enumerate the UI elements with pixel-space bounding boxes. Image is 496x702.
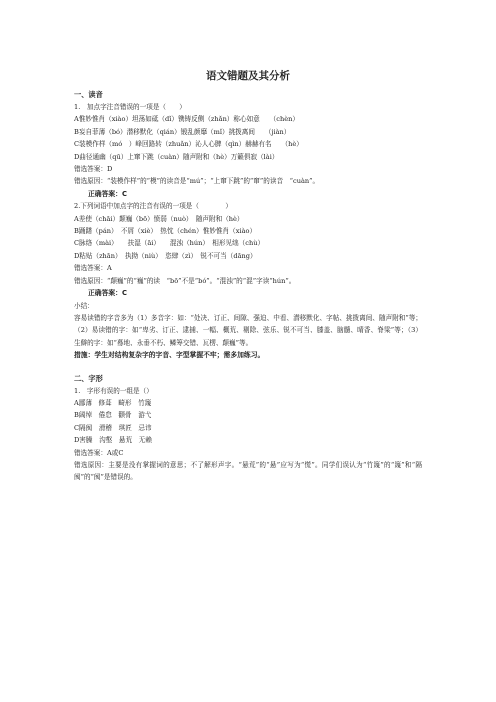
option-a: A鄙薄 修葺 畸形 竹篾 (74, 398, 152, 407)
correct-answer: 正确答案：C (88, 189, 127, 198)
question-stem: 2.下列词语中加点字的注音有误的一项是（ ） (74, 202, 232, 211)
wrong-choice: 错选答案：D (74, 165, 113, 174)
question-1 (74, 101, 422, 200)
option-d: D粘贴（zhān） 执拗（niù） 恣肆（zì） 锐不可当（dāng） (74, 251, 257, 260)
option-c: C脉络（mài） 扶湿（āi） 混浊（hún） 相形见绌（chù） (74, 239, 265, 248)
error-reason: 错选原因：“颠巍”的“巍”的读 “bō”不是“bó”。“混浊”的“混”字读“hún”。 (74, 276, 296, 285)
error-reason: 错选原因：“装模作样”的“模”的读音是“mú”；“上窜下跳”的“窜”的读音 “cuàn”。 (74, 177, 320, 186)
section-heading-pronunciation: 一、读音 (74, 90, 103, 99)
option-d: D曲径通幽（qū）上窜下跳（cuàn）随声附和（hè）万籁俱寂（lài） (74, 152, 279, 161)
option-b: B妄自菲薄（bó）潜移默化（qián）锻乱颜靡（mǐ）挑拨离间 （jiàn） (74, 127, 291, 136)
summary-text: 容易读错的字音多为（1）多音字：如：“处决、订正、间隙、强迫、中看、潜移默化、字帖、挑拨离间、随声附和”等；（2）易读错的字：如“卑劣、订正、逮捕、一幅、概荒、剔除、弦乐、锐不可当、膝盖、脑髓、晴香、脊梁”等；（3）生僻的字：如“蓦地、永垂不朽、鳞筹交错、瓦楞、颠巍”等。 (74, 313, 422, 347)
option-c: C隔阂 滑稽 琪匠 忌讳 (74, 423, 152, 432)
option-b: B踊躇（pán） 不屑（xiè） 热忱（chén）惟妙惟肖（xiào） (74, 227, 257, 236)
option-a: A差使（chāi）颠巍（bō）愤弱（nuò） 随声附和（hè） (74, 214, 244, 223)
question-stem: 1. 加点字注音错误的一项是（ ） (74, 103, 186, 111)
error-reason: 错选原因：主要是没有掌握词的意思；不了解形声字。“悬荒”的“悬”应写为“慌”。同学们误认为“竹篾”的“篾”和“隔阂”的“阂”是错误的。 (74, 460, 422, 482)
measure-text: 措施：学生对结构复杂字的字音、字型掌握不牢；需多加练习。 (74, 351, 265, 360)
option-b: B阔绰 倦怠 颧骨 游弋 (74, 411, 152, 420)
document-title: 语文错题及其分析 (206, 70, 290, 82)
section-heading-glyph: 二、字形 (74, 373, 103, 383)
correct-answer: 正确答案：C (88, 289, 127, 298)
option-a: A惟妙惟肖（xiào）坦荡如砥（dǐ）镌铸反侧（zhǎn）称心如意 （chèn） (74, 115, 299, 124)
question-3 (74, 385, 422, 484)
option-d: D害臊 沟壑 悬荒 无赖 (74, 436, 152, 445)
summary-label: 小结： (74, 301, 94, 310)
section-gap (74, 362, 422, 373)
question-2 (74, 200, 422, 299)
question-stem: 1. 字形有误的一组是（） (74, 386, 153, 395)
wrong-choice: 错选答案：A或C (74, 448, 124, 457)
option-c: C装模作样（mó ）峰回路转（zhuǎn）沁人心脾（qìn）赫赫有名 （hè） (74, 140, 303, 149)
wrong-choice: 错选答案：A (74, 264, 112, 273)
